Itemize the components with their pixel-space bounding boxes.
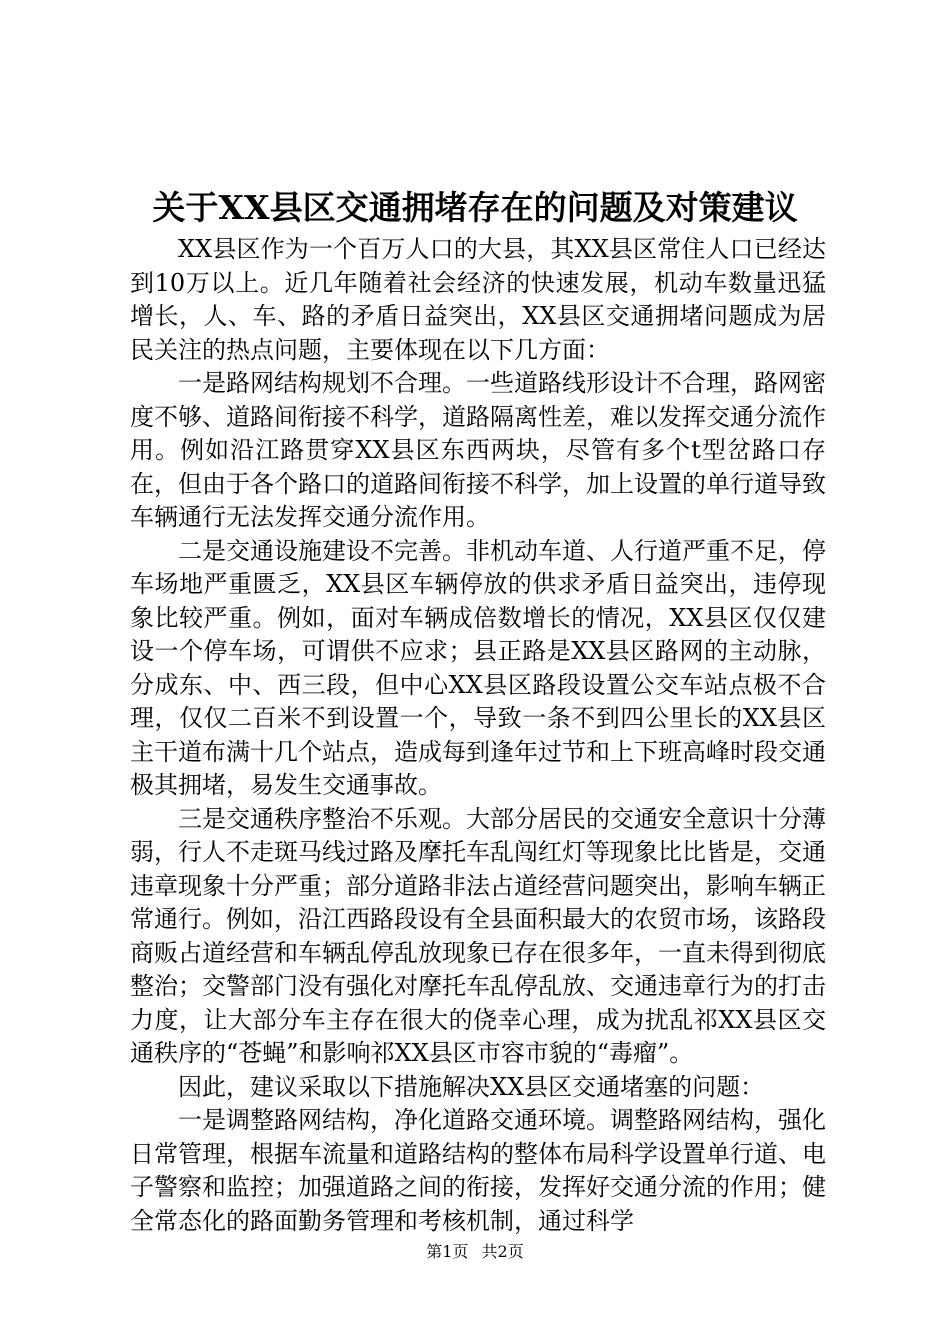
- paragraph-problem-1: 一是路网结构规划不合理。一些道路线形设计不合理，路网密度不够、道路间衔接不科学，道路隔离性差，难以发挥交通分流作用。例如沿江路贯穿XX县区东西两块，尽管有多个t型岔路口存在，但由于各个路口的道路间衔接不科学，加上设置的单行道导致车辆通行无法发挥交通分流作用。: [130, 369, 826, 531]
- paragraph-suggestion-1: 一是调整路网结构，净化道路交通环境。调整路网结构，强化日常管理，根据车流量和道路结构的整体布局科学设置单行道、电子警察和监控；加强道路之间的衔接，发挥好交通分流的作用；健全常态化的路面勤务管理和考核机制，通过科学: [130, 1106, 826, 1235]
- paragraph-intro: XX县区作为一个百万人口的大县，其XX县区常住人口已经达到10万以上。近几年随着社会经济的快速发展，机动车数量迅猛增长，人、车、路的矛盾日益突出，XX县区交通拥堵问题成为居民关注的热点问题，主要体现在以下几方面：: [130, 235, 826, 364]
- document-title: 关于XX县区交通拥堵存在的问题及对策建议: [152, 188, 798, 227]
- document-body: [130, 233, 826, 1238]
- paragraph-problem-2: 二是交通设施建设不完善。非机动车道、人行道严重不足，停车场地严重匮乏，XX县区车辆停放的供求矛盾日益突出，违停现象比较严重。例如，面对车辆成倍数增长的情况，XX县区仅仅建设一个停车场，可谓供不应求；县正路是XX县区路网的主动脉，分成东、中、西三段，但中心XX县区路段设置公交车站点极不合理，仅仅二百米不到设置一个，导致一条不到四公里长的XX县区主干道布满十几个站点，造成每到逢年过节和上下班高峰时段交通极其拥堵，易发生交通事故。: [130, 536, 826, 799]
- page-number: 第1页: [426, 1242, 469, 1261]
- page-total: 共2页: [481, 1242, 524, 1261]
- paragraph-problem-3: 三是交通秩序整治不乐观。大部分居民的交通安全意识十分薄弱，行人不走斑马线过路及摩托车乱闯红灯等现象比比皆是，交通违章现象十分严重；部分道路非法占道经营问题突出，影响车辆正常通行。例如，沿江西路段设有全县面积最大的农贸市场，该路段商贩占道经营和车辆乱停乱放现象已存在很多年，一直未得到彻底整治；交警部门没有强化对摩托车乱停乱放、交通违章行为的打击力度，让大部分车主存在很大的侥幸心理，成为扰乱祁XX县区交通秩序的“苍蝇”和影响祁XX县区市容市貌的“毒瘤”。: [130, 804, 826, 1067]
- page-footer: [0, 1240, 950, 1264]
- paragraph-suggestion-intro: 因此，建议采取以下措施解决XX县区交通堵塞的问题：: [178, 1072, 765, 1101]
